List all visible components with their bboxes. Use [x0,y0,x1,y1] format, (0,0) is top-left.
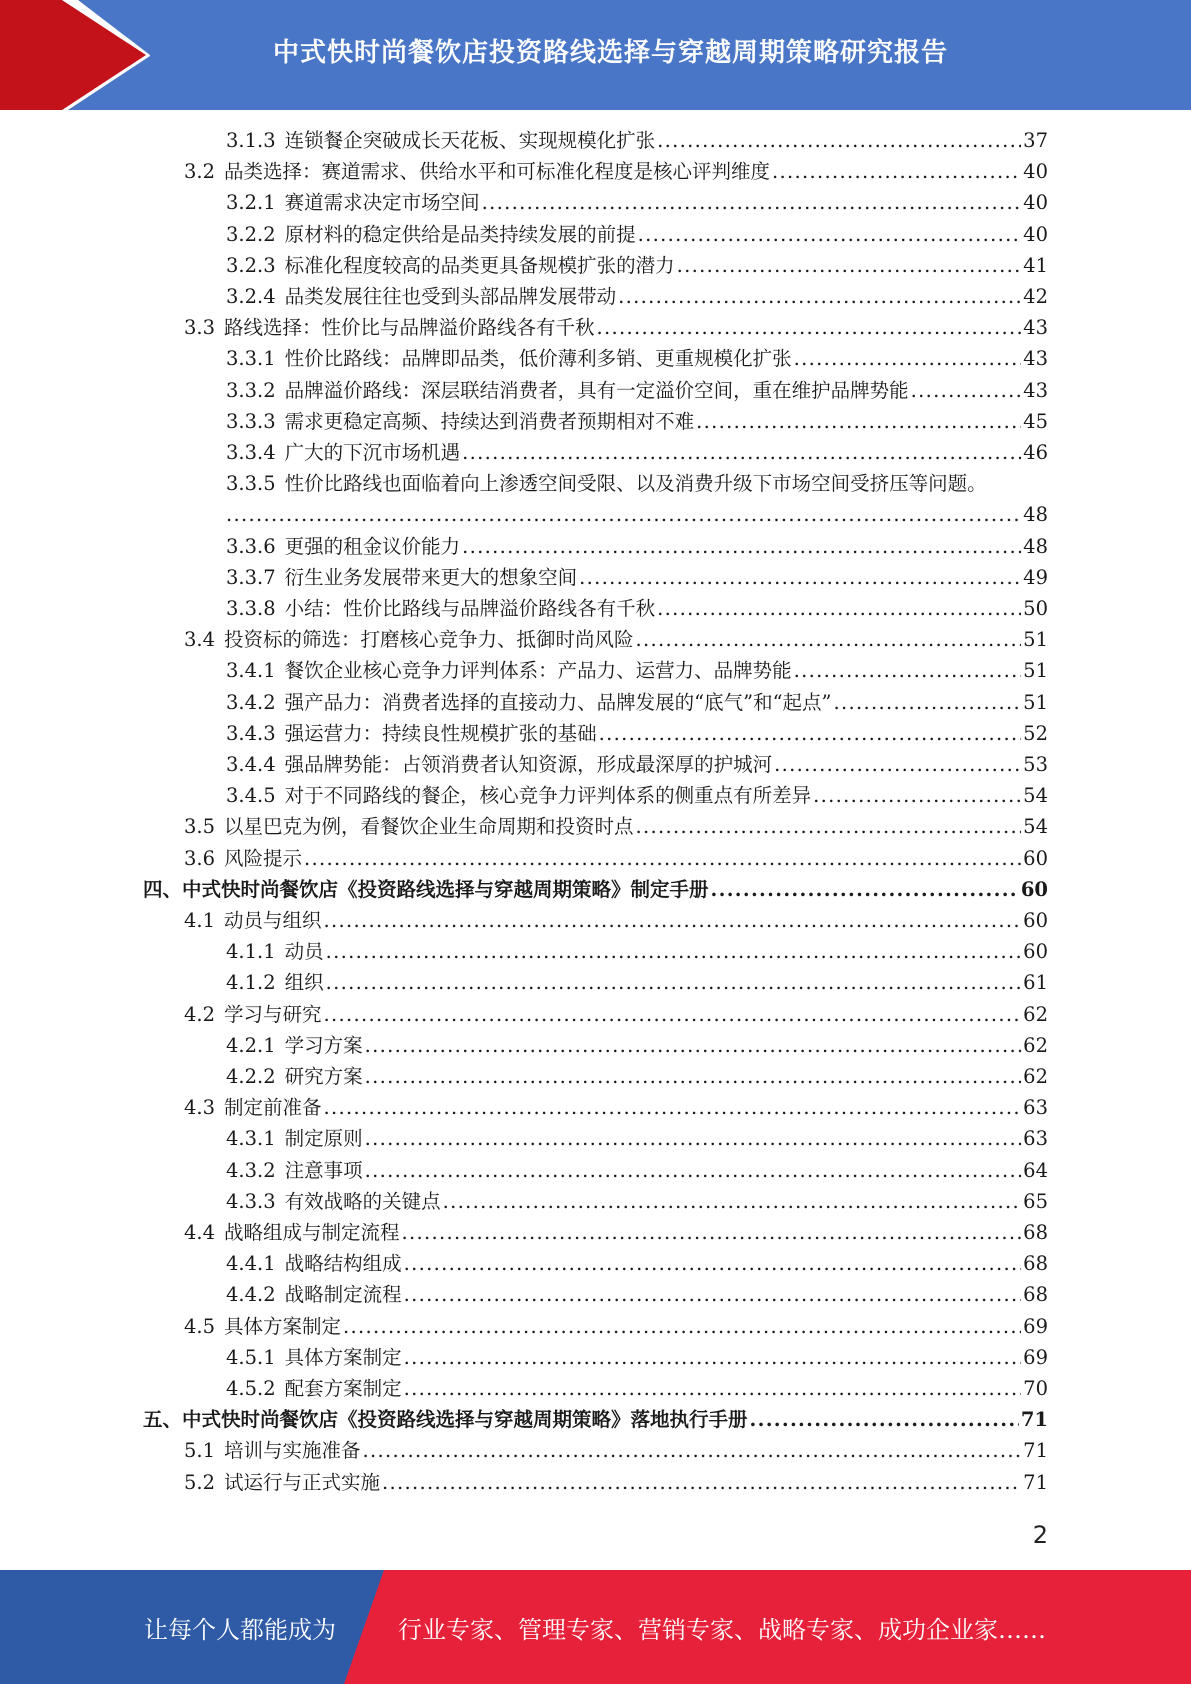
toc-leader-dots [711,877,1019,903]
toc-leader-dots [597,315,1022,341]
toc-entry-page: 71 [1020,1408,1048,1432]
toc-entry-continuation[interactable] [226,502,1048,528]
toc-entry-number: 4.2.2 [226,1065,276,1088]
toc-entry[interactable] [226,783,1048,809]
toc-entry[interactable] [226,128,1048,154]
toc-entry-page: 48 [1023,534,1048,558]
toc-entry-number: 3.4.5 [226,784,276,808]
toc-leader-dots [382,1470,1021,1496]
toc-leader-dots [365,1064,1022,1090]
toc-entry[interactable] [226,1376,1048,1402]
toc-entry-title: 四、中式快时尚餐饮店《投资路线选择与穿越周期策略》制定手册 [143,877,709,901]
toc-entry-title: 战略结构组成 [284,1252,402,1276]
toc-entry[interactable] [226,596,1048,622]
toc-entry-number: 3.4.2 [226,690,276,714]
toc-entry-page: 62 [1023,1002,1048,1026]
toc-entry-number: 3.4.1 [226,659,276,683]
toc-leader-dots [657,128,1021,154]
toc-leader-dots [462,440,1021,466]
toc-leader-dots [579,565,1021,591]
toc-entry-number: 5.1 [184,1439,216,1463]
toc-entry[interactable] [184,908,1048,934]
toc-entry-number: 4.2 [184,1002,216,1026]
toc-leader-dots [911,378,1022,404]
page-header [0,0,1191,110]
toc-entry-page: 62 [1023,1065,1048,1088]
toc-leader-dots [324,1095,1022,1121]
toc-leader-dots [326,970,1022,996]
toc-entry[interactable] [226,1282,1048,1308]
toc-entry-number: 5.2 [184,1470,216,1494]
toc-entry-number: 4.3.2 [226,1158,276,1182]
toc-entry-title: 配套方案制定 [284,1377,402,1400]
toc-entry[interactable] [184,315,1048,341]
toc-entry[interactable] [226,1064,1048,1090]
toc-leader-dots [365,1126,1022,1152]
toc-chapter-entry[interactable] [143,877,1048,903]
toc-entry-number: 3.3.7 [226,565,276,589]
toc-leader-dots [813,783,1021,809]
toc-entry-number: 4.5 [184,1314,216,1338]
toc-entry-title: 动员与组织 [224,909,322,932]
toc-entry-page: 60 [1023,846,1048,870]
toc-entry-number: 3.3.3 [226,409,276,433]
toc-entry-title: 制定原则 [284,1127,363,1151]
toc-leader-dots [636,627,1022,653]
toc-entry-page: 63 [1023,1096,1048,1120]
toc-entry[interactable] [184,627,1048,653]
toc-leader-dots [326,939,1022,965]
toc-leader-dots [657,596,1021,622]
toc-entry[interactable] [226,1126,1048,1152]
toc-entry-number: 4.3 [184,1096,216,1120]
toc-entry[interactable] [226,440,1048,466]
toc-entry[interactable] [226,1033,1048,1059]
toc-entry[interactable] [226,222,1048,248]
toc-entry-title: 标准化程度较高的品类更具备规模扩张的潜力 [284,253,675,277]
toc-entry-title: 强产品力：消费者选择的直接动力、品牌发展的“底气”和“起点” [284,690,832,714]
toc-leader-dots [226,502,1021,528]
toc-entry-page: 53 [1023,753,1048,776]
toc-entry-number: 4.2.1 [226,1033,276,1057]
toc-entry-title: 强品牌势能：占领消费者认知资源，形成最深厚的护城河 [284,753,773,776]
toc-entry[interactable] [226,346,1048,372]
toc-entry-page: 51 [1023,690,1048,714]
toc-entry-page: 69 [1023,1314,1048,1338]
toc-entry-title: 赛道需求决定市场空间 [284,191,480,215]
toc-entry-title: 性价比路线也面临着向上渗透空间受限、以及消费升级下市场空间受挤压等问题。 [284,472,987,496]
toc-entry-number: 3.1.3 [226,129,276,152]
toc-entry[interactable] [226,284,1048,310]
toc-entry-number: 3.4 [184,628,216,652]
toc-entry-title: 试运行与正式实施 [224,1470,381,1494]
toc-entry-title: 性价比路线：品牌即品类，低价薄利多销、更重规模化扩张 [284,347,792,371]
toc-leader-dots [443,1189,1022,1215]
toc-leader-dots [794,346,1022,372]
toc-entry-page: 63 [1023,1127,1048,1151]
toc-entry-page: 40 [1023,222,1048,246]
toc-entry-number: 4.4 [184,1221,216,1244]
toc-leader-dots [774,752,1021,778]
toc-entry-number: 3.2 [184,160,216,184]
toc-entry-page: 61 [1023,971,1048,995]
toc-entry-page: 52 [1023,721,1048,745]
toc-entry[interactable] [184,1095,1048,1121]
toc-entry-number: 3.2.1 [226,191,276,215]
toc-entry-number: 3.4.4 [226,753,276,776]
toc-leader-dots [324,908,1022,934]
toc-leader-dots [404,1251,1022,1277]
toc-entry[interactable] [226,970,1048,996]
toc-entry-title: 对于不同路线的餐企，核心竞争力评判体系的侧重点有所差异 [284,784,812,808]
toc-leader-dots [834,690,1022,716]
toc-entry-page: 48 [1023,503,1048,527]
toc-entry[interactable] [226,1189,1048,1215]
toc-entry-title: 需求更稳定高频、持续达到消费者预期相对不难 [284,409,695,433]
toc-entry[interactable] [226,190,1048,216]
toc-entry-page: 45 [1023,409,1048,433]
toc-entry[interactable] [226,471,1048,497]
toc-entry[interactable] [226,658,1048,684]
toc-entry-page: 40 [1023,191,1048,215]
toc-entry-page: 71 [1023,1470,1048,1494]
toc-entry-page: 51 [1023,628,1048,652]
toc-entry[interactable] [226,1345,1048,1371]
toc-entry-title: 学习与研究 [224,1002,322,1026]
toc-leader-dots [304,846,1021,872]
toc-entry[interactable] [184,1470,1048,1496]
toc-entry[interactable] [184,846,1048,872]
toc-entry-page: 51 [1023,659,1048,683]
toc-entry-page: 60 [1023,909,1048,932]
toc-entry-number: 3.3 [184,316,216,340]
toc-entry-title: 路线选择：性价比与品牌溢价路线各有千秋 [224,316,595,340]
toc-entry[interactable] [226,752,1048,778]
toc-entry[interactable] [184,1220,1048,1246]
toc-entry-title: 衍生业务发展带来更大的想象空间 [284,565,578,589]
toc-entry-title: 注意事项 [284,1158,363,1182]
toc-entry-page: 37 [1023,129,1048,152]
toc-entry-title: 品类选择：赛道需求、供给水平和可标准化程度是核心评判维度 [224,160,771,184]
toc-leader-dots [402,1220,1022,1246]
toc-leader-dots [365,1158,1022,1184]
toc-leader-dots [343,1314,1021,1340]
toc-entry-page: 54 [1023,784,1048,808]
toc-entry-page: 46 [1023,441,1048,464]
toc-entry-title: 组织 [284,971,324,995]
footer-slogan-left: 让每个人都能成为 [144,1616,336,1644]
toc-leader-dots [638,222,1022,248]
toc-entry-title: 强运营力：持续良性规模扩张的基础 [284,721,597,745]
toc-leader-dots [696,409,1021,435]
toc-entry-title: 小结：性价比路线与品牌溢价路线各有千秋 [284,597,656,620]
toc-entry-number: 3.3.2 [226,378,276,402]
toc-entry-page: 43 [1023,378,1048,402]
toc-leader-dots [677,253,1022,279]
toc-leader-dots [772,159,1021,185]
toc-entry-number: 3.2.2 [226,222,276,246]
toc-entry-page: 64 [1023,1158,1048,1182]
toc-entry[interactable] [226,378,1048,404]
toc-entry-title: 广大的下沉市场机遇 [284,441,461,464]
toc-entry-title: 学习方案 [284,1033,363,1057]
toc-entry[interactable] [226,721,1048,747]
toc-leader-dots [462,534,1021,560]
toc-leader-dots [404,1345,1022,1371]
toc-entry[interactable] [226,534,1048,560]
toc-entry-number: 4.1.1 [226,940,276,964]
toc-entry[interactable] [226,690,1048,716]
toc-entry-page: 54 [1023,815,1048,839]
toc-entry-number: 3.6 [184,846,216,870]
toc-entry-title: 原材料的稳定供给是品类持续发展的前提 [284,222,636,246]
toc-entry-title: 品牌溢价路线：深层联结消费者，具有一定溢价空间，重在维护品牌势能 [284,378,909,402]
toc-entry-title: 具体方案制定 [284,1345,402,1369]
toc-entry-number: 4.1.2 [226,971,276,995]
toc-entry[interactable] [226,409,1048,435]
toc-entry-number: 3.4.3 [226,721,276,745]
toc-leader-dots [794,658,1022,684]
toc-entry-page: 62 [1023,1033,1048,1057]
toc-entry-title: 更强的租金议价能力 [284,534,461,558]
toc-entry[interactable] [184,1002,1048,1028]
toc-entry-title: 品类发展往往也受到头部品牌发展带动 [284,285,617,308]
toc-leader-dots [636,814,1022,840]
toc-leader-dots [365,1033,1022,1059]
toc-entry-title: 研究方案 [284,1065,363,1088]
toc-entry-page: 60 [1020,877,1048,901]
toc-entry-number: 3.3.1 [226,347,276,371]
header-red-chevron [0,0,150,110]
toc-entry-title: 风险提示 [224,846,303,870]
toc-chapter-entry[interactable] [143,1407,1048,1433]
toc-entry-page: 69 [1023,1345,1048,1369]
toc-entry-number: 4.4.2 [226,1283,276,1307]
toc-entry-title: 培训与实施准备 [224,1439,361,1463]
toc-entry-page: 41 [1023,253,1048,277]
toc-entry[interactable] [226,939,1048,965]
toc-entry[interactable] [184,159,1048,185]
toc-entry-page: 43 [1023,316,1048,340]
toc-entry[interactable] [226,1158,1048,1184]
toc-entry-title: 有效战略的关键点 [284,1189,441,1213]
toc-entry[interactable] [226,1251,1048,1277]
toc-entry-page: 68 [1023,1283,1048,1307]
toc-leader-dots [324,1002,1022,1028]
toc-entry-title: 投资标的筛选：打磨核心竞争力、抵御时尚风险 [224,628,634,652]
toc-leader-dots [404,1376,1022,1402]
toc-entry-title: 动员 [284,940,324,964]
toc-entry[interactable] [184,1438,1048,1464]
toc-leader-dots [618,284,1021,310]
toc-entry-title: 战略组成与制定流程 [224,1221,400,1244]
toc-entry-number: 4.1 [184,909,216,932]
toc-entry-number: 4.3.3 [226,1189,276,1213]
toc-entry-page: 40 [1023,160,1048,184]
toc-entry-page: 71 [1023,1439,1048,1463]
toc-entry-number: 3.2.4 [226,285,276,308]
toc-entry-number: 4.4.1 [226,1252,276,1276]
toc-entry-title: 连锁餐企突破成长天花板、实现规模化扩张 [284,129,656,152]
toc-entry-page: 50 [1023,597,1048,620]
toc-entry-page: 65 [1023,1189,1048,1213]
toc-entry-title: 战略制定流程 [284,1283,402,1307]
toc-entry-page: 43 [1023,347,1048,371]
toc-entry[interactable] [226,253,1048,279]
toc-entry-number: 3.3.8 [226,597,276,620]
toc-leader-dots [482,190,1022,216]
toc-entry-title: 制定前准备 [224,1096,322,1120]
toc-entry-number: 4.5.2 [226,1377,276,1400]
toc-entry-page: 68 [1023,1252,1048,1276]
toc-entry-page: 49 [1023,565,1048,589]
toc-entry-number: 3.5 [184,815,216,839]
toc-entry-number: 4.5.1 [226,1345,276,1369]
toc-entry-title: 以星巴克为例，看餐饮企业生命周期和投资时点 [224,815,634,839]
page-footer [0,1570,1191,1684]
toc-entry-number: 3.3.5 [226,472,276,496]
toc-leader-dots [599,721,1022,747]
footer-slogan-right: 行业专家、管理专家、营销专家、战略专家、成功企业家…… [398,1616,1046,1644]
toc-entry-title: 五、中式快时尚餐饮店《投资路线选择与穿越周期策略》落地执行手册 [143,1408,748,1432]
toc-leader-dots [750,1407,1019,1433]
toc-entry-page: 42 [1023,285,1048,308]
toc-entry-page: 68 [1023,1221,1048,1244]
toc-entry-title: 餐饮企业核心竞争力评判体系：产品力、运营力、品牌势能 [284,659,792,683]
page-number: 2 [1032,1521,1048,1549]
toc-entry-page: 70 [1023,1377,1048,1400]
toc-leader-dots [363,1438,1022,1464]
report-title: 中式快时尚餐饮店投资路线选择与穿越周期策略研究报告 [272,37,948,68]
toc-entry-page: 60 [1023,940,1048,964]
toc-entry-number: 4.3.1 [226,1127,276,1151]
toc-entry-number: 3.3.6 [226,534,276,558]
toc-leader-dots [404,1282,1022,1308]
toc-entry-number: 3.3.4 [226,441,276,464]
toc-entry-title: 具体方案制定 [224,1314,342,1338]
toc-entry[interactable] [226,565,1048,591]
toc-entry[interactable] [184,1314,1048,1340]
toc-entry[interactable] [184,814,1048,840]
toc-entry-number: 3.2.3 [226,253,276,277]
